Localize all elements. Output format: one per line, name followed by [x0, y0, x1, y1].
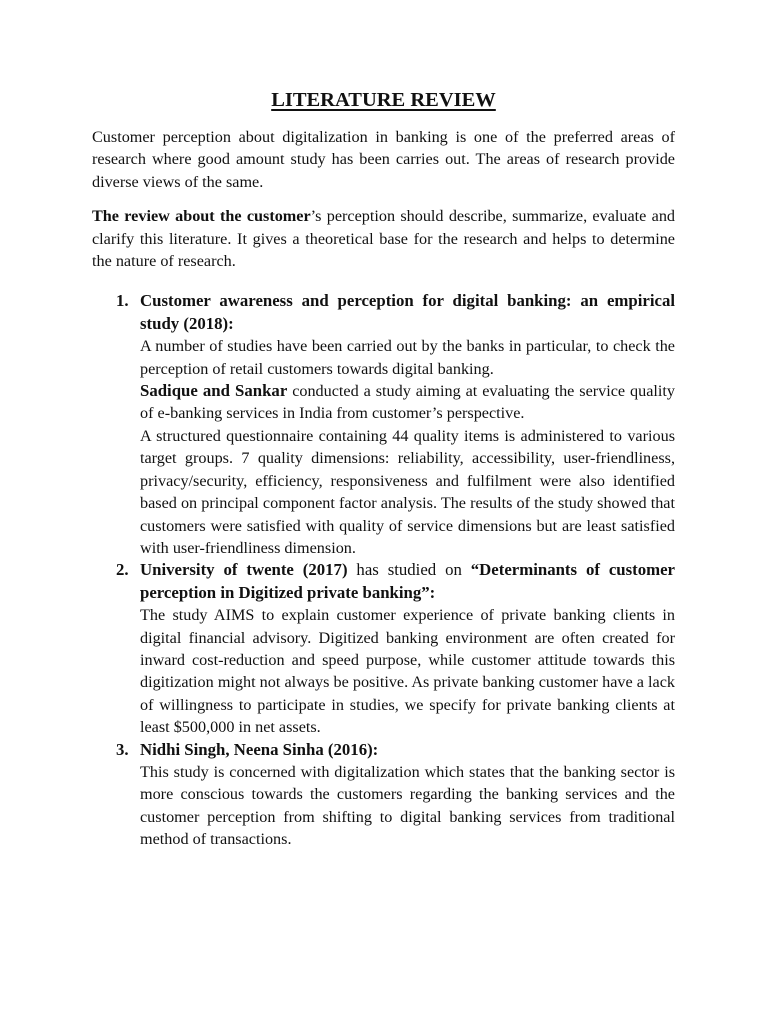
list-item-2 — [92, 559, 675, 738]
review-paragraph-rest: ’s perception should describe, summarize, evaluate and clarify this literature. It gives a theoretical base for the research and helps to determine the nature of research. — [92, 207, 676, 271]
intro-paragraph: Customer perception about digitalization in banking is one of the preferred areas of research where good amount study has been carries out. The areas of research provide diverse views of the same. — [92, 128, 675, 191]
page-title: LITERATURE REVIEW — [271, 89, 496, 111]
review-paragraph — [92, 205, 675, 272]
list-item-1 — [92, 290, 675, 559]
list-item-heading-normal: has studied on — [347, 560, 471, 580]
list-item-3 — [92, 739, 675, 851]
list-item-paragraph-rest: conducted a study aiming at evaluating the service quality of e-banking services in India from customer’s perspective. — [140, 382, 675, 423]
list-item-paragraph — [140, 380, 675, 425]
list-item-heading-bold: University of twente (2017) — [140, 560, 348, 580]
list-item-paragraph: A structured questionnaire containing 44 quality items is administered to various target groups. 7 quality dimensions: reliability, accessibility, user-friendliness, privacy/security, efficiency, responsiveness and fulfilment were also identified based on principal component factor analysis. The results of the study showed that customers were satisfied with quality of service dimensions but are least satisfied with user-friendliness dimension. — [140, 426, 675, 557]
list-item-heading-bold-2: “Determinants of customer perception in Digitized private banking”: — [140, 560, 675, 602]
list-item-number: 2. — [116, 560, 129, 580]
list-item-heading: Nidhi Singh, Neena Sinha (2016): — [140, 739, 379, 759]
list-item-heading — [140, 559, 675, 604]
list-item-paragraph: This study is concerned with digitalization which states that the banking sector is more conscious towards the customers regarding the banking services and the customer perception from shifting to digital banking services from traditional method of transactions. — [140, 762, 675, 849]
list-item-heading: Customer awareness and perception for digital banking: an empirical study (2018): — [140, 291, 675, 333]
review-paragraph-lead: The review about the customer — [92, 207, 311, 226]
study-list — [92, 290, 675, 850]
list-item-paragraph: A number of studies have been carried out by the banks in particular, to check the perception of retail customers towards digital banking. — [140, 337, 675, 378]
list-item-number: 1. — [116, 291, 129, 311]
list-item-paragraph: The study AIMS to explain customer experience of private banking clients in digital financial advisory. Digitized banking environment are often created for inward cost-reduction and speed purpose, while customer attitude towards this digitization might not always be positive. As private banking customer have a lack of willingness to participate in studies, we specify for private banking clients at least $500,000 in net assets. — [140, 606, 675, 737]
author-names: Sadique and Sankar — [140, 381, 288, 401]
document-page — [92, 88, 675, 851]
list-item-number: 3. — [116, 739, 129, 759]
